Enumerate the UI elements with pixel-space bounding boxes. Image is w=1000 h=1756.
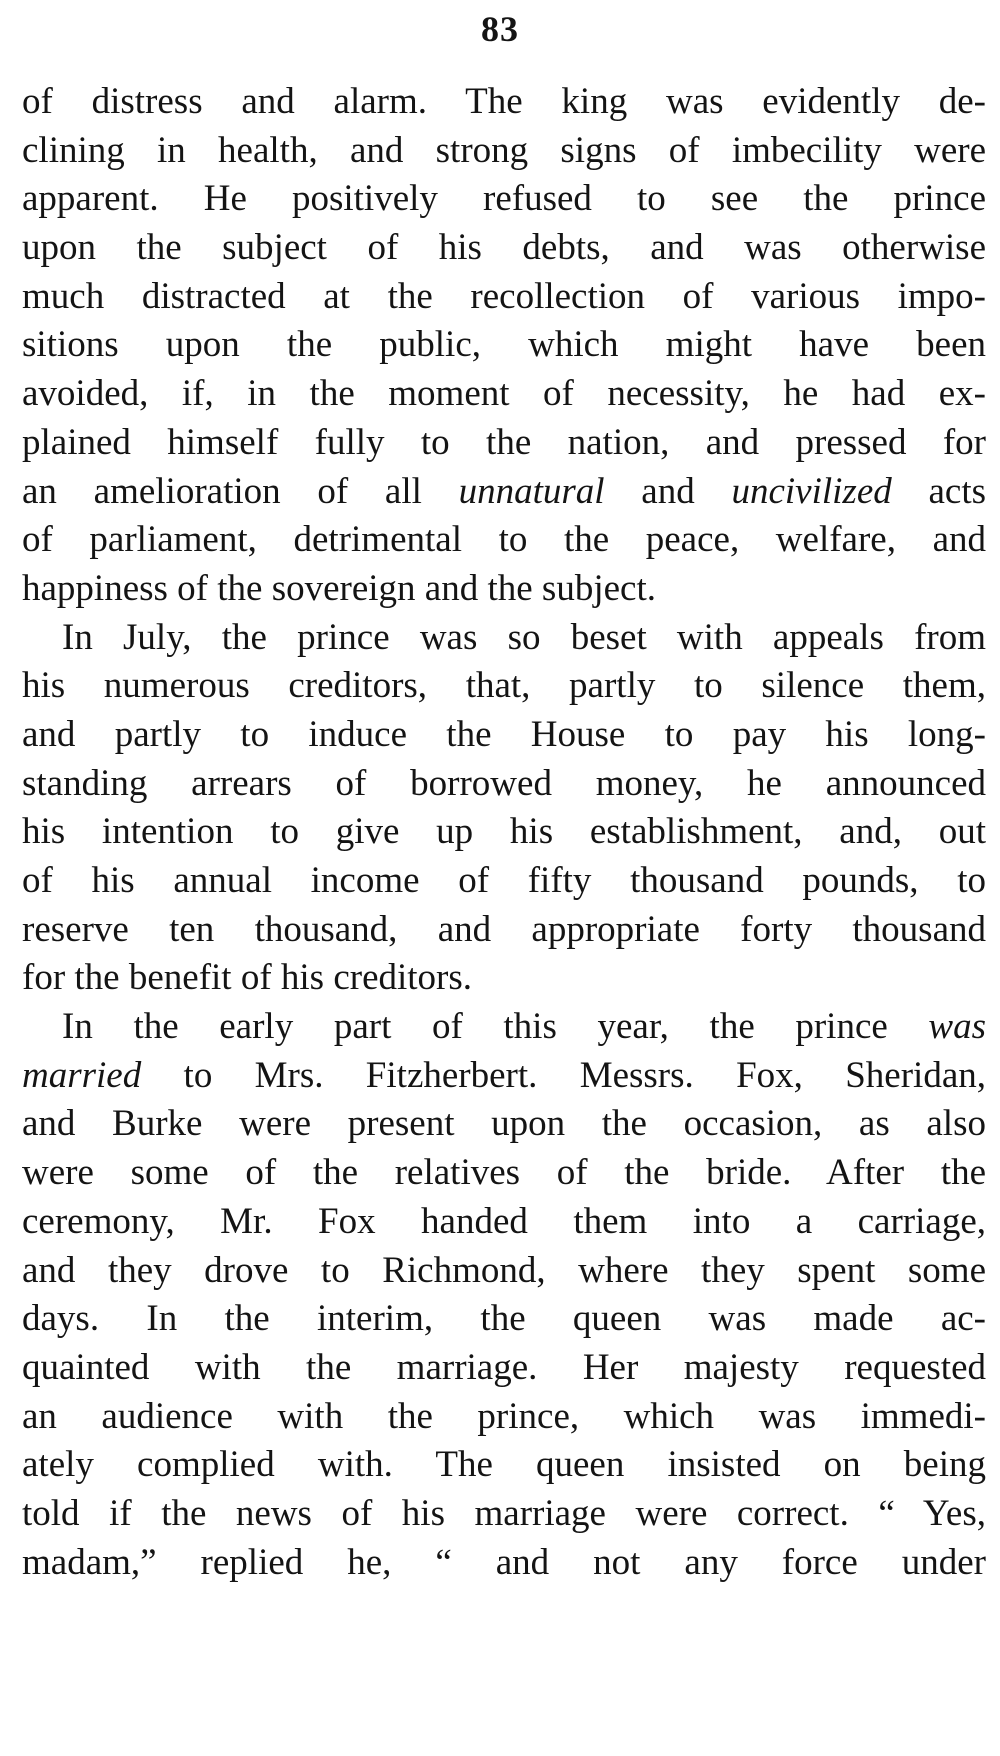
text-line <box>22 711 986 760</box>
italic-text: was <box>928 1006 986 1048</box>
text-span: quainted with the marriage. Her majesty requested <box>22 1346 986 1388</box>
text-span: plained himself fully to the nation, and pressed for <box>22 421 986 463</box>
text-line <box>22 1052 986 1101</box>
text-span: clining in health, and strong signs of imbecility were <box>22 129 986 171</box>
italic-text: uncivilized <box>731 470 892 512</box>
body-text <box>22 78 986 1587</box>
text-line <box>22 224 986 273</box>
text-span: reserve ten thousand, and appropriate forty thousand <box>22 908 986 950</box>
text-line <box>22 565 986 614</box>
text-line <box>22 175 986 224</box>
text-span: his numerous creditors, that, partly to silence them, <box>22 665 986 707</box>
text-span: of his annual income of fifty thousand pounds, to <box>22 860 986 901</box>
text-line <box>22 321 986 370</box>
text-span: In July, the prince was so beset with appeals from <box>62 616 986 658</box>
text-span: an audience with the prince, which was immedi- <box>22 1395 986 1437</box>
text-line <box>22 1393 986 1442</box>
text-span: upon the subject of his debts, and was otherwise <box>22 227 986 269</box>
text-line <box>22 1149 986 1198</box>
text-span: happiness of the sovereign and the subject. <box>22 567 656 609</box>
text-span: of parliament, detrimental to the peace, welfare, and <box>22 519 986 561</box>
text-span: sitions upon the public, which might have been <box>22 324 986 366</box>
text-span: avoided, if, in the moment of necessity, he had ex- <box>22 373 986 415</box>
text-span: madam,” replied he, “ and not any force under <box>22 1541 986 1583</box>
text-line <box>22 1198 986 1247</box>
text-span: much distracted at the recollection of various impo- <box>22 275 986 317</box>
text-line <box>22 370 986 419</box>
text-span: to Mrs. Fitzherbert. Messrs. Fox, Sheridan, <box>141 1054 986 1096</box>
text-span: and they drove to Richmond, where they spent some <box>22 1249 986 1291</box>
text-line <box>22 857 986 906</box>
text-span: for the benefit of his creditors. <box>22 957 473 999</box>
text-span: were some of the relatives of the bride. After the <box>22 1152 986 1194</box>
text-span: apparent. He positively refused to see the prince <box>22 178 986 220</box>
text-span: told if the news of his marriage were correct. “ Yes, <box>22 1492 986 1534</box>
text-line <box>22 662 986 711</box>
text-span: acts <box>891 470 986 512</box>
text-line <box>22 273 986 322</box>
text-line <box>22 468 986 517</box>
text-line <box>22 419 986 468</box>
text-span: standing arrears of borrowed money, he announced <box>22 762 986 804</box>
text-span: an amelioration of all <box>22 470 459 512</box>
text-line <box>22 1100 986 1149</box>
text-line <box>22 127 986 176</box>
text-line <box>22 516 986 565</box>
text-line <box>22 1441 986 1490</box>
text-span: In the early part of this year, the prince <box>62 1006 929 1048</box>
page-number: 83 <box>481 9 519 49</box>
text-span: and Burke were present upon the occasion, as also <box>22 1103 986 1145</box>
text-line <box>22 760 986 809</box>
text-line <box>22 614 986 663</box>
text-line <box>22 1247 986 1296</box>
text-span: and <box>604 470 732 512</box>
text-line <box>22 1003 986 1052</box>
italic-text: unnatural <box>458 470 605 512</box>
text-span: ately complied with. The queen insisted on being <box>22 1444 986 1486</box>
text-line <box>22 78 986 127</box>
text-line <box>22 954 986 1003</box>
text-line <box>22 906 986 955</box>
text-span: of distress and alarm. The king was evidently de- <box>22 81 986 122</box>
text-span: and partly to induce the House to pay his long- <box>22 713 986 755</box>
text-line <box>22 1490 986 1539</box>
text-line <box>22 1539 986 1588</box>
text-line <box>22 808 986 857</box>
italic-text: married <box>22 1054 142 1096</box>
text-span: ceremony, Mr. Fox handed them into a carriage, <box>22 1200 986 1242</box>
text-span: his intention to give up his establishment, and, out <box>22 811 986 853</box>
text-span: days. In the interim, the queen was made ac- <box>22 1298 986 1340</box>
text-line <box>22 1295 986 1344</box>
text-line <box>22 1344 986 1393</box>
